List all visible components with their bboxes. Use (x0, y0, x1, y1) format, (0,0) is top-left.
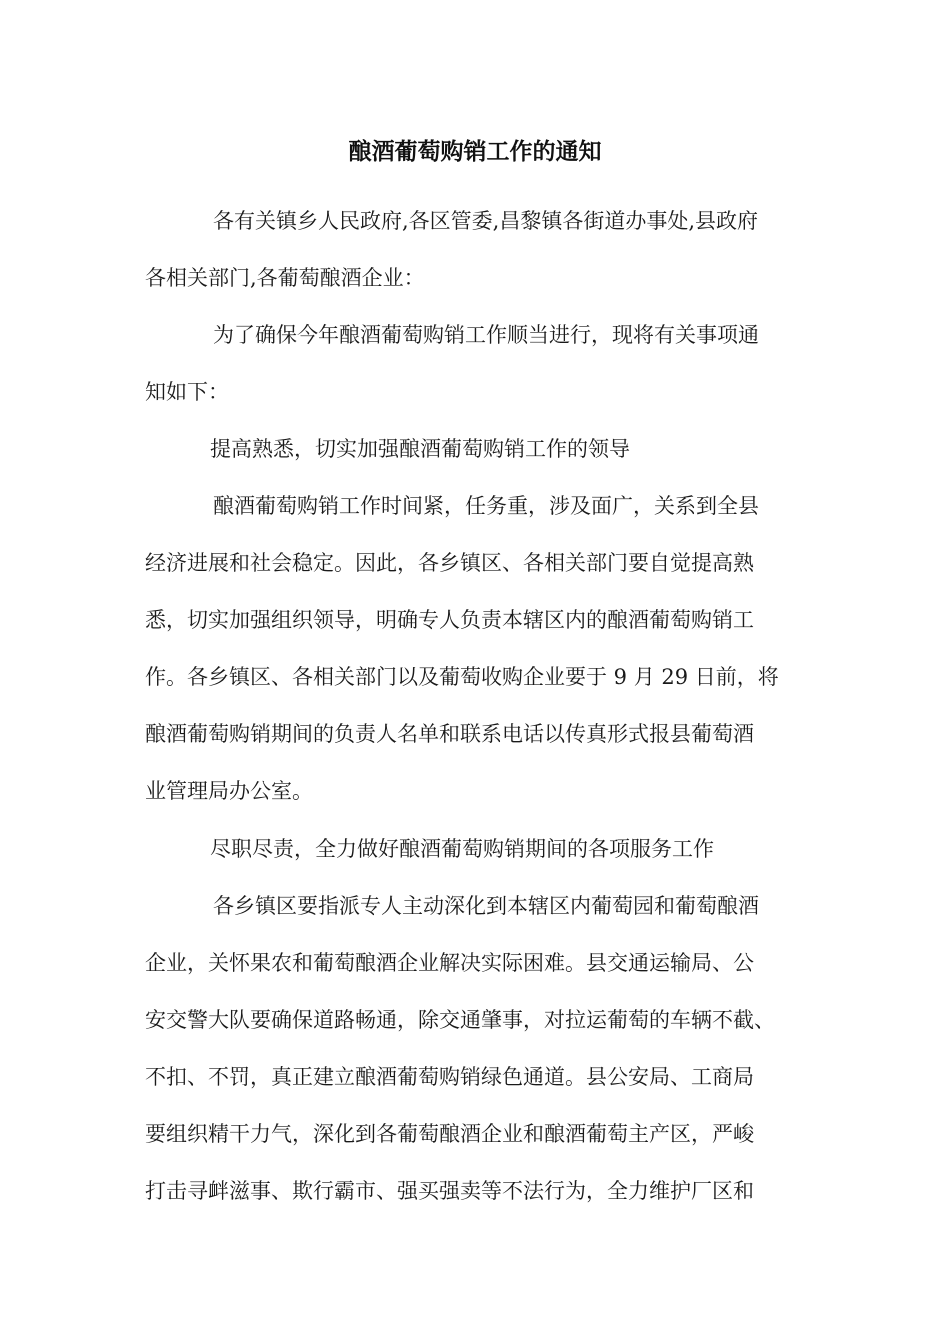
document-title: 酿酒葡萄购销工作的通知 (348, 138, 602, 165)
paragraph-line: 要组织精干力气，深化到各葡萄酿酒企业和酿酒葡萄主产区，严峻 (145, 1122, 754, 1146)
section-heading: 提高熟悉，切实加强酿酒葡萄购销工作的领导 (210, 437, 630, 461)
paragraph-line: 打击寻衅滋事、欺行霸市、强买强卖等不法行为，全力维护厂区和 (145, 1179, 754, 1203)
paragraph-line: 各有关镇乡人民政府,各区管委,昌黎镇各街道办事处,县政府 (213, 209, 759, 233)
paragraph-line: 各相关部门,各葡萄酿酒企业： (145, 266, 425, 290)
paragraph-line: 酿酒葡萄购销工作时间紧，任务重，涉及面广，关系到全县 (213, 494, 759, 518)
paragraph-line: 为了确保今年酿酒葡萄购销工作顺当进行，现将有关事项通 (213, 323, 759, 347)
paragraph-line: 作。各乡镇区、各相关部门以及葡萄收购企业要于 9 月 29 日前，将 (145, 665, 779, 689)
paragraph-line: 企业，关怀果农和葡萄酿酒企业解决实际困难。县交通运输局、公 (145, 951, 754, 975)
paragraph-line: 不扣、不罚，真正建立酿酒葡萄购销绿色通道。县公安局、工商局 (145, 1065, 754, 1089)
paragraph-line: 各乡镇区要指派专人主动深化到本辖区内葡萄园和葡萄酿酒 (213, 894, 759, 918)
paragraph-line: 安交警大队要确保道路畅通，除交通肇事，对拉运葡萄的车辆不截、 (145, 1008, 775, 1032)
paragraph-line: 悉，切实加强组织领导，明确专人负责本辖区内的酿酒葡萄购销工 (145, 608, 754, 632)
paragraph-line: 酿酒葡萄购销期间的负责人名单和联系电话以传真形式报县葡萄酒 (145, 722, 754, 746)
section-heading: 尽职尽责，全力做好酿酒葡萄购销期间的各项服务工作 (210, 837, 714, 861)
paragraph-line: 知如下： (145, 380, 229, 404)
paragraph-line: 业管理局办公室。 (145, 779, 313, 803)
paragraph-line: 经济进展和社会稳定。因此，各乡镇区、各相关部门要自觉提高熟 (145, 551, 754, 575)
